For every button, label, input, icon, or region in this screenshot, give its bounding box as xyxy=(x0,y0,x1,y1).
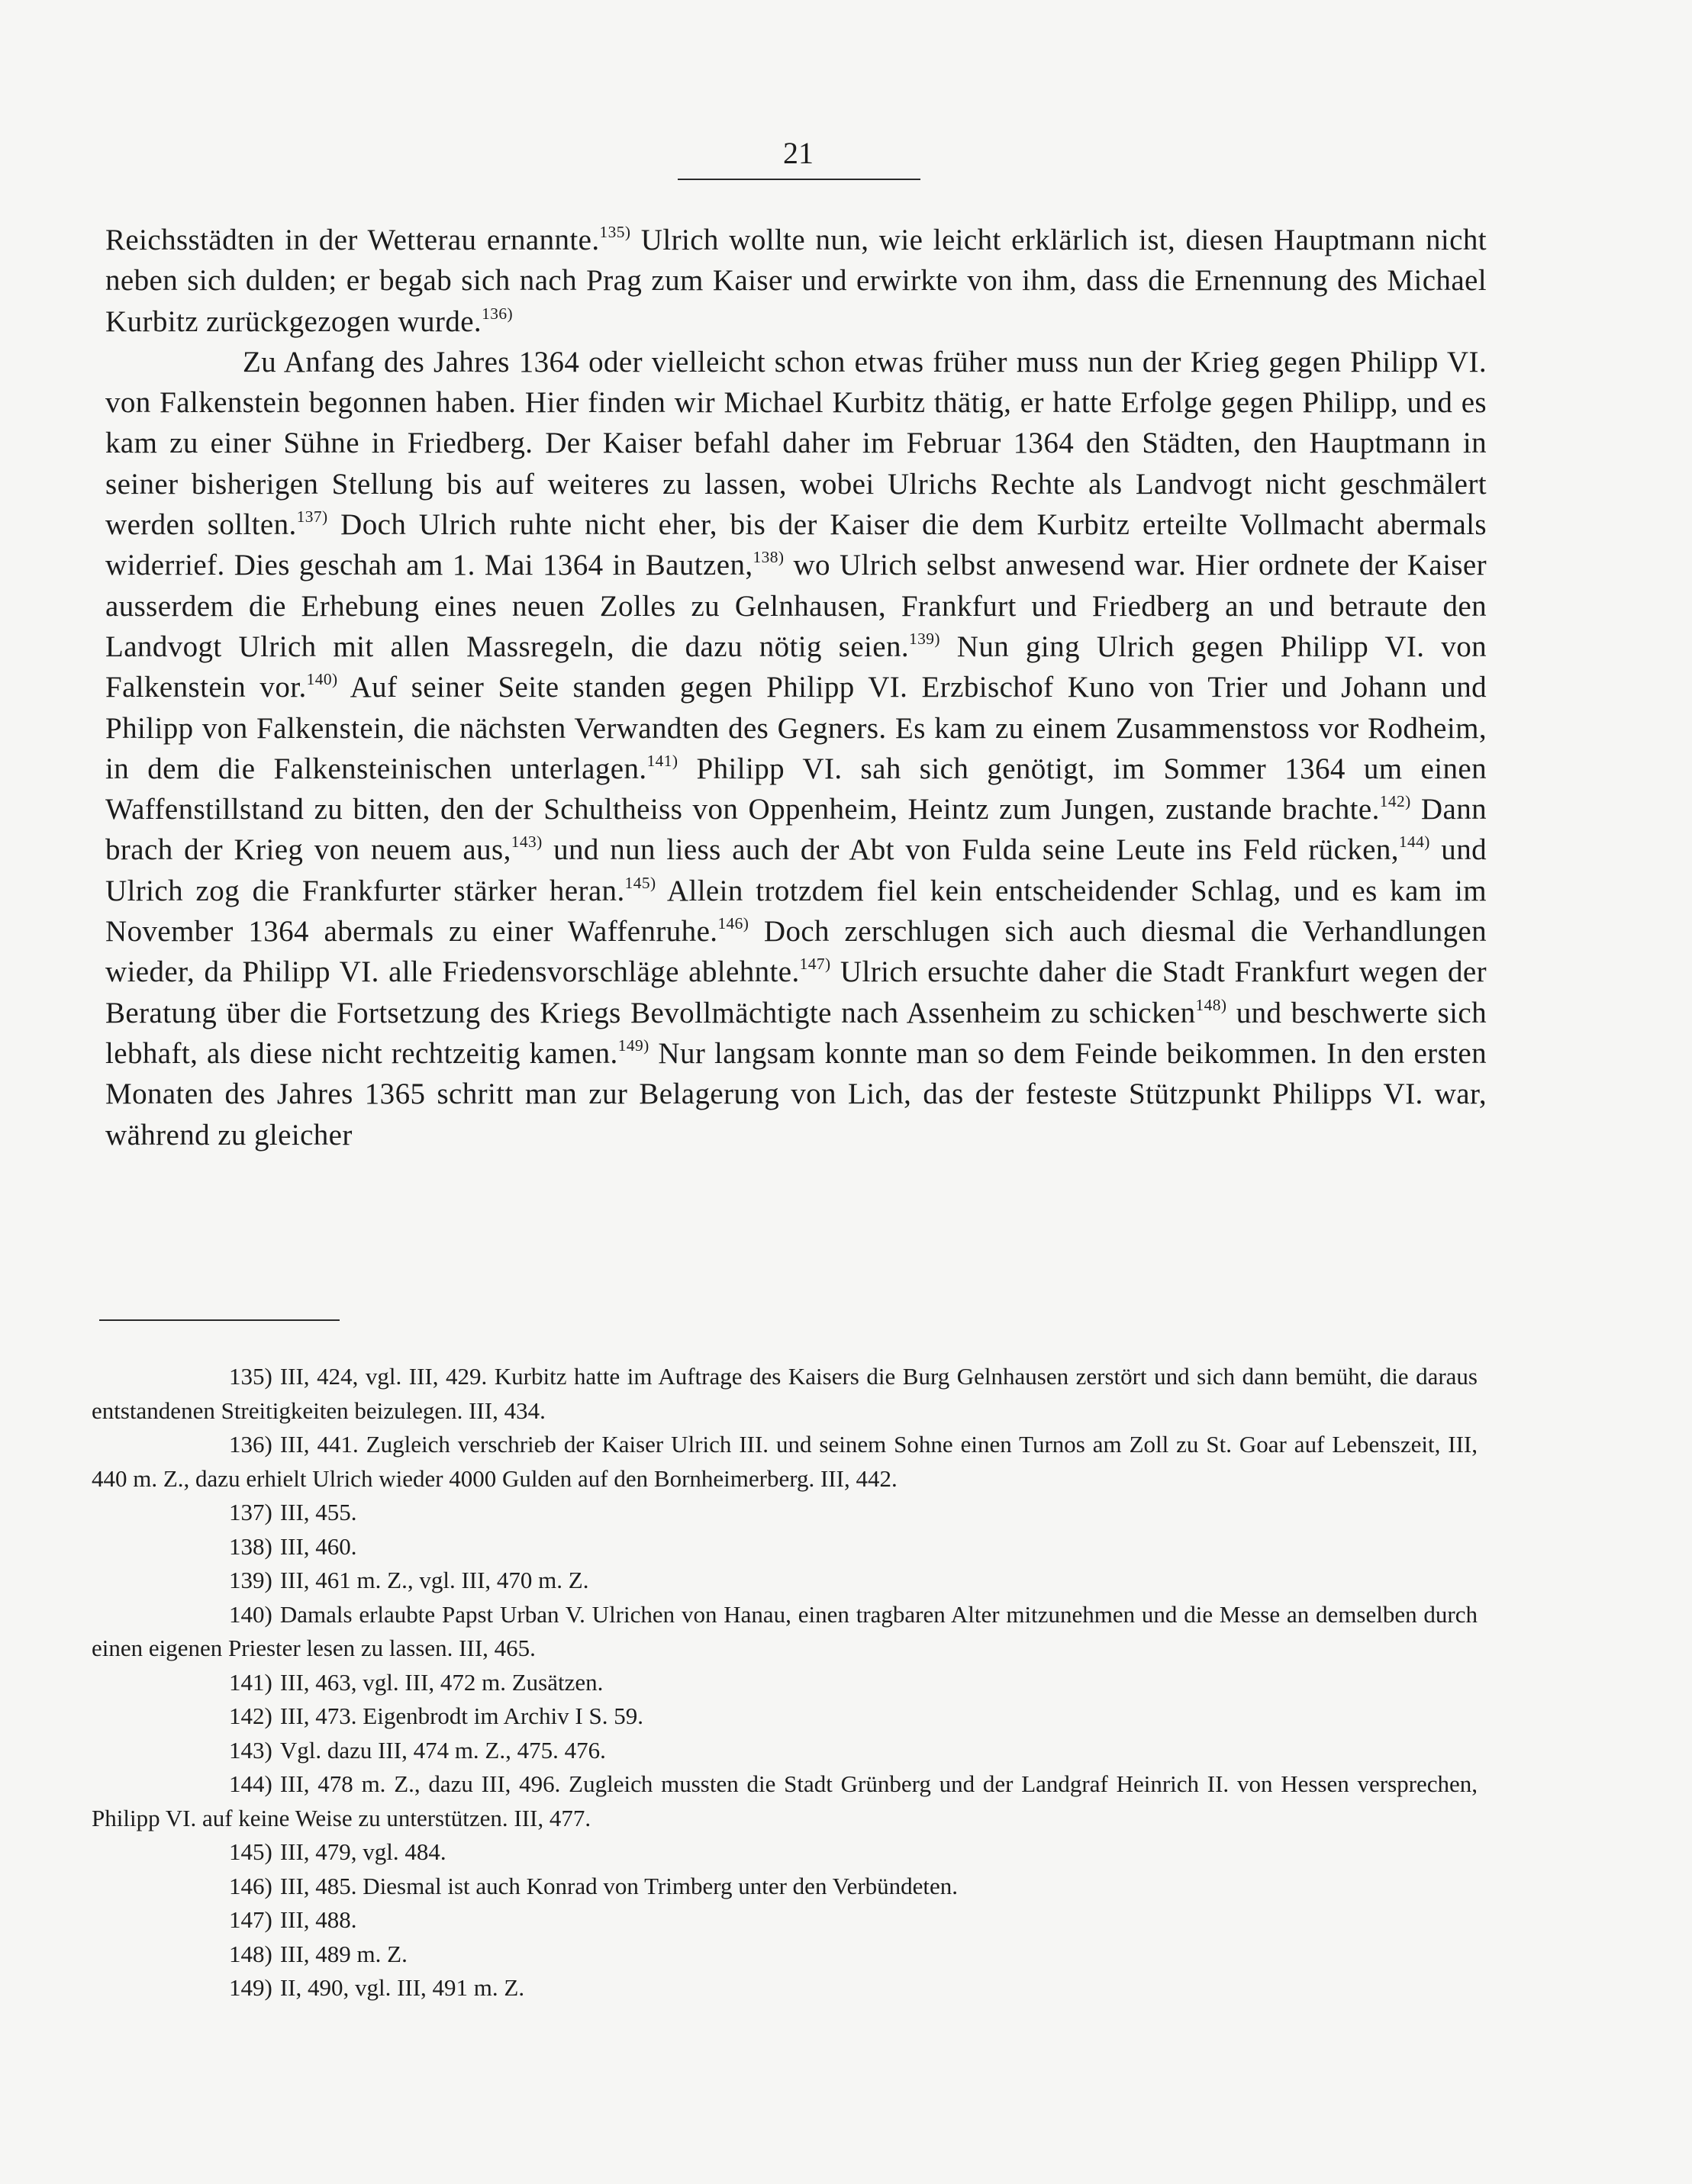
text-run: Reichsstädten in der Wetterau ernannte. xyxy=(105,224,600,256)
footnote-number: 135) xyxy=(229,1363,272,1390)
footnote xyxy=(92,1903,1478,1938)
text-run: Doch Ulrich ruhte nicht eher, bis der Kaiser die dem Kurbitz erteilte Vollmacht abermals widerrief. Dies geschah am 1. Mai 1364 in Bautzen, xyxy=(105,508,1487,582)
footnote-reference: 144) xyxy=(1398,833,1430,852)
footnote xyxy=(92,1767,1478,1835)
footnote-number: 147) xyxy=(229,1906,272,1933)
footnote-reference: 135) xyxy=(599,222,631,241)
text-run: Ulrich ersuchte daher die Stadt Frankfurt wegen der Beratung über die Fortsetzung des Kriegs Bevollmächtigte nach Assenheim zu schicken xyxy=(105,955,1487,1029)
footnote-text: Damals erlaubte Papst Urban V. Ulrichen von Hanau, einen tragbaren Alter mitzunehmen und die Messe an demselben durch einen eigenen Priester lesen zu lassen. III, 465. xyxy=(92,1600,1478,1661)
footnote-text: III, 461 m. Z., vgl. III, 470 m. Z. xyxy=(279,1567,589,1593)
footnote-text: III, 455. xyxy=(279,1499,357,1525)
footnote-number: 146) xyxy=(229,1872,272,1899)
footnote-reference: 143) xyxy=(511,833,543,852)
footnote-reference: 140) xyxy=(306,670,338,689)
footnote-number: 144) xyxy=(229,1770,272,1797)
body-paragraph xyxy=(105,342,1487,1155)
text-run: Nun ging Ulrich gegen Philipp VI. von Falkenstein vor. xyxy=(105,630,1487,704)
text-run: und nun liess auch der Abt von Fulda seine Leute ins Feld rücken, xyxy=(542,833,1399,867)
footnote-number: 140) xyxy=(229,1600,272,1628)
footnote-text: III, 489 m. Z. xyxy=(279,1940,408,1967)
footnote-number: 139) xyxy=(229,1567,272,1593)
footnote xyxy=(92,1666,1478,1700)
footnote-rule xyxy=(99,1319,340,1321)
text-run: Allein trotzdem fiel kein entscheidender Schlag, und es kam im November 1364 abermals zu einer Waffenruhe. xyxy=(105,874,1487,949)
footnote-number: 142) xyxy=(229,1702,272,1729)
text-run: Zu Anfang des Jahres 1364 oder vielleicht schon etwas früher muss nun der Krieg gegen Philipp VI. von Falkenstein begonnen haben. Hier finden wir Michael Kurbitz thätig, er hatte Erfolge gegen Philipp, und es kam zu einer Sühne in Friedberg. Der Kaiser befahl daher im Februar 1364 den Städten, den Hauptmann in seiner bisherigen Stellung bis auf weiteres zu lassen, wobei Ulrichs Rechte als Landvogt nicht geschmälert werden sollten. xyxy=(105,345,1487,542)
footnote-reference: 146) xyxy=(717,913,749,933)
footnote-number: 138) xyxy=(229,1532,272,1560)
footnote-text: III, 485. Diesmal ist auch Konrad von Trimberg unter den Verbündeten. xyxy=(279,1872,959,1899)
footnotes xyxy=(92,1360,1478,2005)
footnote xyxy=(92,1699,1478,1734)
footnote xyxy=(92,1734,1478,1768)
footnote-text: III, 424, vgl. III, 429. Kurbitz hatte im Auftrage des Kaisers die Burg Gelnhausen zerstört und sich dann bemüht, die daraus entstandenen Streitigkeiten beizulegen. III, 434. xyxy=(92,1363,1478,1424)
footnote-reference: 148) xyxy=(1195,995,1227,1014)
text-run: Dann brach der Krieg von neuem aus, xyxy=(105,793,1487,867)
text-run: wo Ulrich selbst anwesend war. Hier ordnete der Kaiser ausserdem die Erhebung eines neuen Zolles zu Gelnhausen, Frankfurt und Friedberg an und betraute den Landvogt Ulrich mit allen Massregeln, die dazu nötig seien. xyxy=(105,549,1487,663)
text-run: Nur langsam konnte man so dem Feinde beikommen. In den ersten Monaten des Jahres 1365 schritt man zur Belagerung von Lich, das der festeste Stützpunkt Philipps VI. war, während zu gleicher xyxy=(105,1036,1487,1152)
footnote xyxy=(92,1835,1478,1870)
footnote xyxy=(92,1870,1478,1904)
footnote-reference: 149) xyxy=(617,1036,649,1055)
footnote-text: III, 473. Eigenbrodt im Archiv I S. 59. xyxy=(279,1702,643,1729)
footnote-reference: 138) xyxy=(753,548,785,567)
footnote-reference: 145) xyxy=(624,873,656,892)
footnote xyxy=(92,1598,1478,1666)
footnote-reference: 139) xyxy=(909,629,940,648)
footnote-reference: 142) xyxy=(1379,792,1411,811)
footnote-text: Vgl. dazu III, 474 m. Z., 475. 476. xyxy=(279,1736,606,1764)
footnote-text: III, 488. xyxy=(279,1906,357,1933)
footnote xyxy=(92,1360,1478,1428)
footnote-text: III, 441. Zugleich verschrieb der Kaiser Ulrich III. und seinem Sohne einen Turnos am Zoll zu St. Goar auf Lebenszeit, III, 440 m. Z., dazu erhielt Ulrich wieder 4000 Gulden auf den Bornheimerberg. III, 442. xyxy=(92,1431,1478,1492)
footnote-reference: 147) xyxy=(799,955,831,974)
footnote xyxy=(92,1530,1478,1564)
body-text xyxy=(105,220,1487,1155)
footnote xyxy=(92,1564,1478,1598)
footnote-text: III, 460. xyxy=(279,1532,357,1560)
header-rule xyxy=(678,179,920,180)
text-run: Doch zerschlugen sich auch diesmal die Verhandlungen wieder, da Philipp VI. alle Friedensvorschläge ablehnte. xyxy=(105,915,1487,989)
text-run: Philipp VI. sah sich genötigt, im Sommer 1364 um einen Waffenstillstand zu bitten, den der Schultheiss von Oppenheim, Heintz zum Jungen, zustande brachte. xyxy=(105,752,1487,826)
footnote-reference: 136) xyxy=(482,304,513,323)
footnote-text: III, 479, vgl. 484. xyxy=(279,1838,446,1865)
text-run: Auf seiner Seite standen gegen Philipp VI. Erzbischof Kuno von Trier und Johann und Philipp von Falkenstein, die nächsten Verwandten des Gegners. Es kam zu einem Zusammenstoss vor Rodheim, in dem die Falkensteinischen unterlagen. xyxy=(105,671,1487,785)
footnote xyxy=(92,1428,1478,1496)
footnote-number: 136) xyxy=(229,1431,272,1458)
footnote-number: 145) xyxy=(229,1838,272,1865)
footnote-text: II, 490, vgl. III, 491 m. Z. xyxy=(279,1974,525,2001)
footnote xyxy=(92,1971,1478,2005)
footnote-number: 141) xyxy=(229,1668,272,1696)
text-run: Ulrich wollte nun, wie leicht erklärlich ist, diesen Hauptmann nicht neben sich dulden; er begab sich nach Prag zum Kaiser und erwirkte von ihm, dass die Ernennung des Michael Kurbitz zurückgezogen wurde. xyxy=(105,224,1487,338)
footnote-number: 148) xyxy=(229,1940,272,1967)
footnote-reference: 141) xyxy=(646,751,678,770)
footnote-text: III, 463, vgl. III, 472 m. Zusätzen. xyxy=(279,1668,604,1696)
page-number: 21 xyxy=(783,136,814,170)
footnote-number: 137) xyxy=(229,1499,272,1525)
footnote-text: III, 478 m. Z., dazu III, 496. Zugleich mussten die Stadt Grünberg und der Landgraf Heinrich II. von Hessen versprechen, Philipp VI. auf keine Weise zu unterstützen. III, 477. xyxy=(92,1770,1478,1831)
footnote-number: 149) xyxy=(229,1974,272,2001)
text-run: und Ulrich zog die Frankfurter stärker heran. xyxy=(105,833,1487,907)
footnote xyxy=(92,1938,1478,1972)
text-run: und beschwerte sich lebhaft, als diese nicht rechtzeitig kamen. xyxy=(105,996,1487,1070)
footnote-number: 143) xyxy=(229,1736,272,1764)
footnote xyxy=(92,1496,1478,1530)
footnote-reference: 137) xyxy=(296,507,328,526)
body-paragraph xyxy=(105,220,1487,342)
